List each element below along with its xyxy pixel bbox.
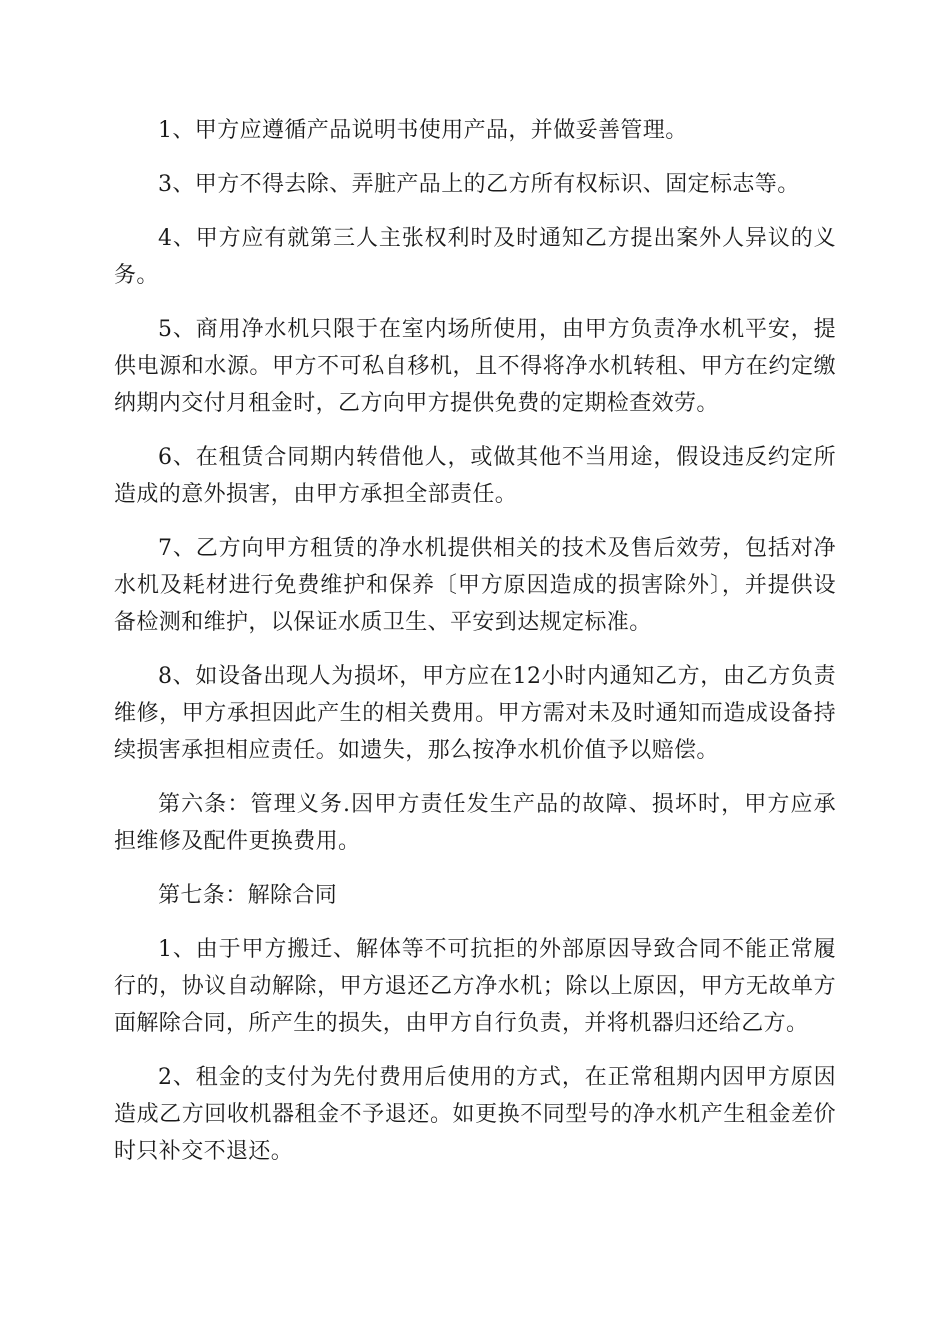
paragraph-clause-8: 8、如设备出现人为损坏，甲方应在12小时内通知乙方，由乙方负责维修，甲方承担因此产生的相关费用。甲方需对未及时通知而造成设备持续损害承担相应责任。如遗失，那么按净水机价值予以赔偿。 — [114, 664, 836, 763]
article-7-clause-1: 1、由于甲方搬迁、解体等不可抗拒的外部原因导致合同不能正常履行的，协议自动解除，甲方退还乙方净水机；除以上原因，甲方无故单方面解除合同，所产生的损失，由甲方自行负责，并将机器归还给乙方。 — [114, 937, 836, 1036]
paragraph-clause-7: 7、乙方向甲方租赁的净水机提供相关的技术及售后效劳，包括对净水机及耗材进行免费维护和保养〔甲方原因造成的损害除外〕，并提供设备检测和维护，以保证水质卫生、平安到达规定标准。 — [114, 536, 836, 635]
paragraph-clause-6: 6、在租赁合同期内转借他人，或做其他不当用途，假设违反约定所造成的意外损害，由甲方承担全部责任。 — [114, 445, 836, 507]
paragraph-clause-3: 3、甲方不得去除、弄脏产品上的乙方所有权标识、固定标志等。 — [158, 172, 800, 197]
paragraph-clause-1: 1、甲方应遵循产品说明书使用产品，并做妥善管理。 — [158, 118, 688, 143]
paragraph-clause-5: 5、商用净水机只限于在室内场所使用，由甲方负责净水机平安，提供电源和水源。甲方不可私自移机，且不得将净水机转租、甲方在约定缴纳期内交付月租金时，乙方向甲方提供免费的定期检查效劳。 — [114, 317, 836, 416]
article-7-clause-2: 2、租金的支付为先付费用后使用的方式，在正常租期内因甲方原因造成乙方回收机器租金不予退还。如更换不同型号的净水机产生租金差价时只补交不退还。 — [114, 1065, 836, 1164]
article-6-paragraph: 第六条：管理义务.因甲方责任发生产品的故障、损坏时，甲方应承担维修及配件更换费用。 — [114, 792, 836, 854]
paragraph-clause-4: 4、甲方应有就第三人主张权利时及时通知乙方提出案外人异议的义务。 — [114, 226, 836, 288]
document-body — [114, 112, 836, 1187]
article-7-heading: 第七条：解除合同 — [158, 883, 338, 908]
